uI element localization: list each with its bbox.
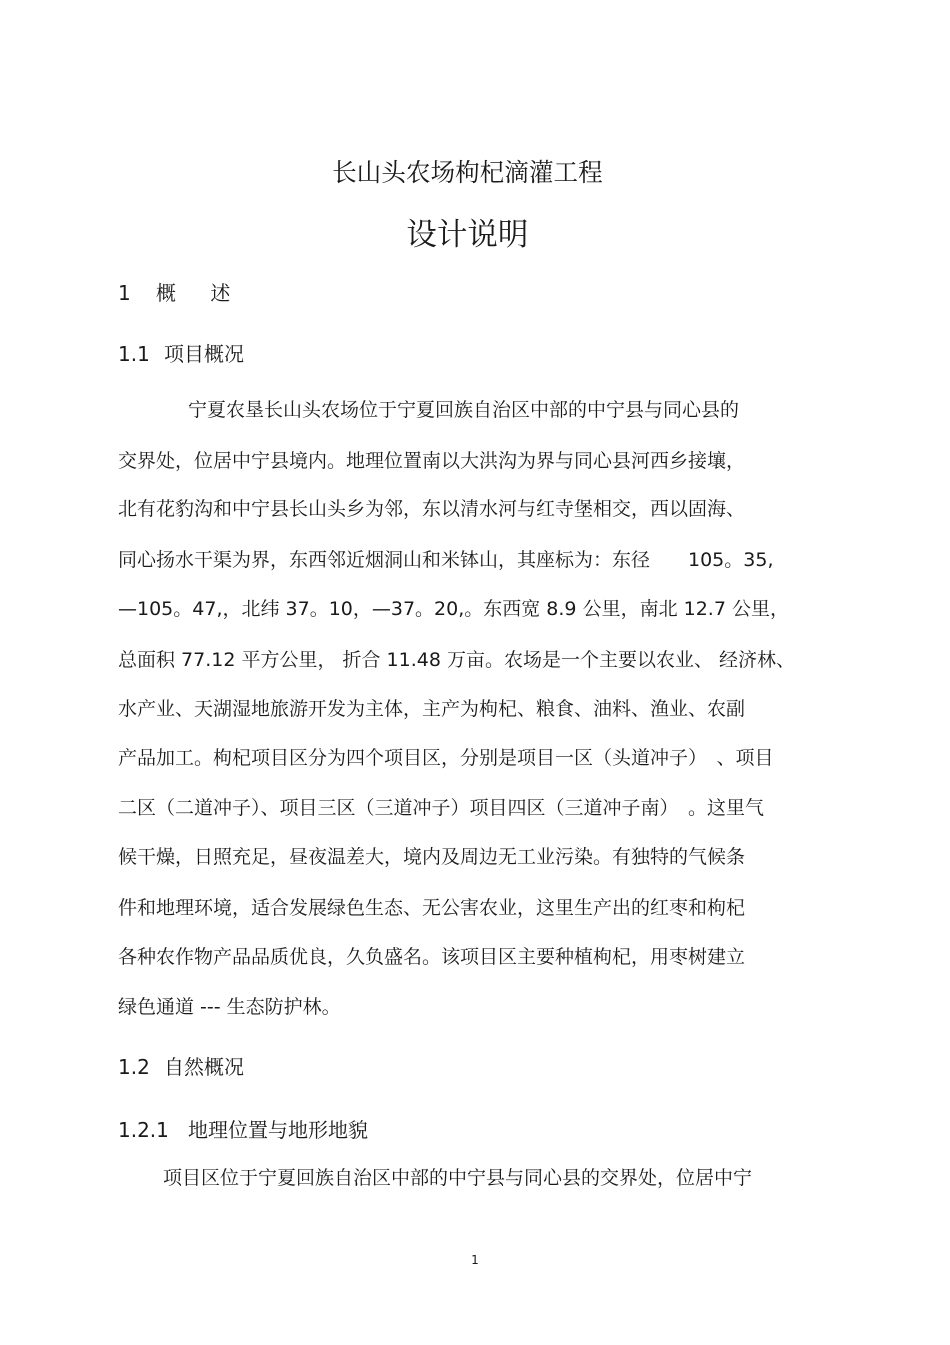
section-number: 1.2.1 (118, 1118, 169, 1142)
paragraph-line: 产品加工。枸杞项目区分为四个项目区，分别是项目一区（头道冲子） 、项目 (118, 747, 774, 769)
section-title: 项目概况 (164, 342, 244, 366)
paragraph-line: 件和地理环境，适合发展绿色生态、无公害农业，这里生产出的红枣和枸杞 (118, 897, 746, 919)
section-1-2-heading (118, 1053, 244, 1081)
paragraph-line: 交界处，位居中宁县境内。地理位置南以大洪沟为界与同心县河西乡接壤， (118, 450, 746, 472)
paragraph-line: 总面积 77.12 平方公里， 折合 11.48 万亩。农场是一个主要以农业、 经济林、 (118, 649, 796, 671)
document-title: 长山头农场枸杞滴灌工程 (332, 158, 603, 187)
section-number: 1.2 (118, 1055, 150, 1079)
paragraph-line: 候干燥，日照充足，昼夜温差大，境内及周边无工业污染。有独特的气候条 (118, 846, 746, 868)
document-subtitle: 设计说明 (406, 217, 529, 253)
paragraph-line: —105。47,，北纬 37。10，—37。20,。东西宽 8.9 公里，南北 12.7 公里， (118, 598, 789, 620)
paragraph-line: 北有花豹沟和中宁县长山头乡为邻，东以清水河与红寺堡相交，西以固海、 (118, 498, 746, 520)
section-1-1-heading (118, 340, 244, 368)
section-title: 自然概况 (164, 1055, 244, 1079)
paragraph-line: 各种农作物产品品质优良，久负盛名。该项目区主要种植枸杞，用枣树建立 (118, 946, 746, 968)
section-title: 地理位置与地形地貌 (188, 1118, 368, 1142)
paragraph-line: 水产业、天湖湿地旅游开发为主体，主产为枸杞、粮食、油料、渔业、农副 (118, 698, 746, 720)
section-1-heading (118, 279, 244, 307)
paragraph-line: 二区（二道冲子）、项目三区（三道冲子）项目四区（三道冲子南） 。这里气 (118, 797, 765, 819)
section-number: 1.1 (118, 342, 150, 366)
paragraph-line: 宁夏农垦长山头农场位于宁夏回族自治区中部的中宁县与同心县的 (188, 399, 740, 421)
section-1-2-1-heading (118, 1116, 368, 1144)
section-title: 概 述 (156, 281, 245, 305)
paragraph-line: 同心扬水干渠为界，东西邻近烟洞山和米钵山，其座标为：东径 105。35, (118, 549, 774, 571)
paragraph-line: 项目区位于宁夏回族自治区中部的中宁县与同心县的交界处，位居中宁 (163, 1167, 753, 1189)
page-number: 1 (471, 1253, 479, 1267)
section-number: 1 (118, 281, 131, 305)
paragraph-line: 绿色通道 --- 生态防护林。 (118, 996, 341, 1018)
